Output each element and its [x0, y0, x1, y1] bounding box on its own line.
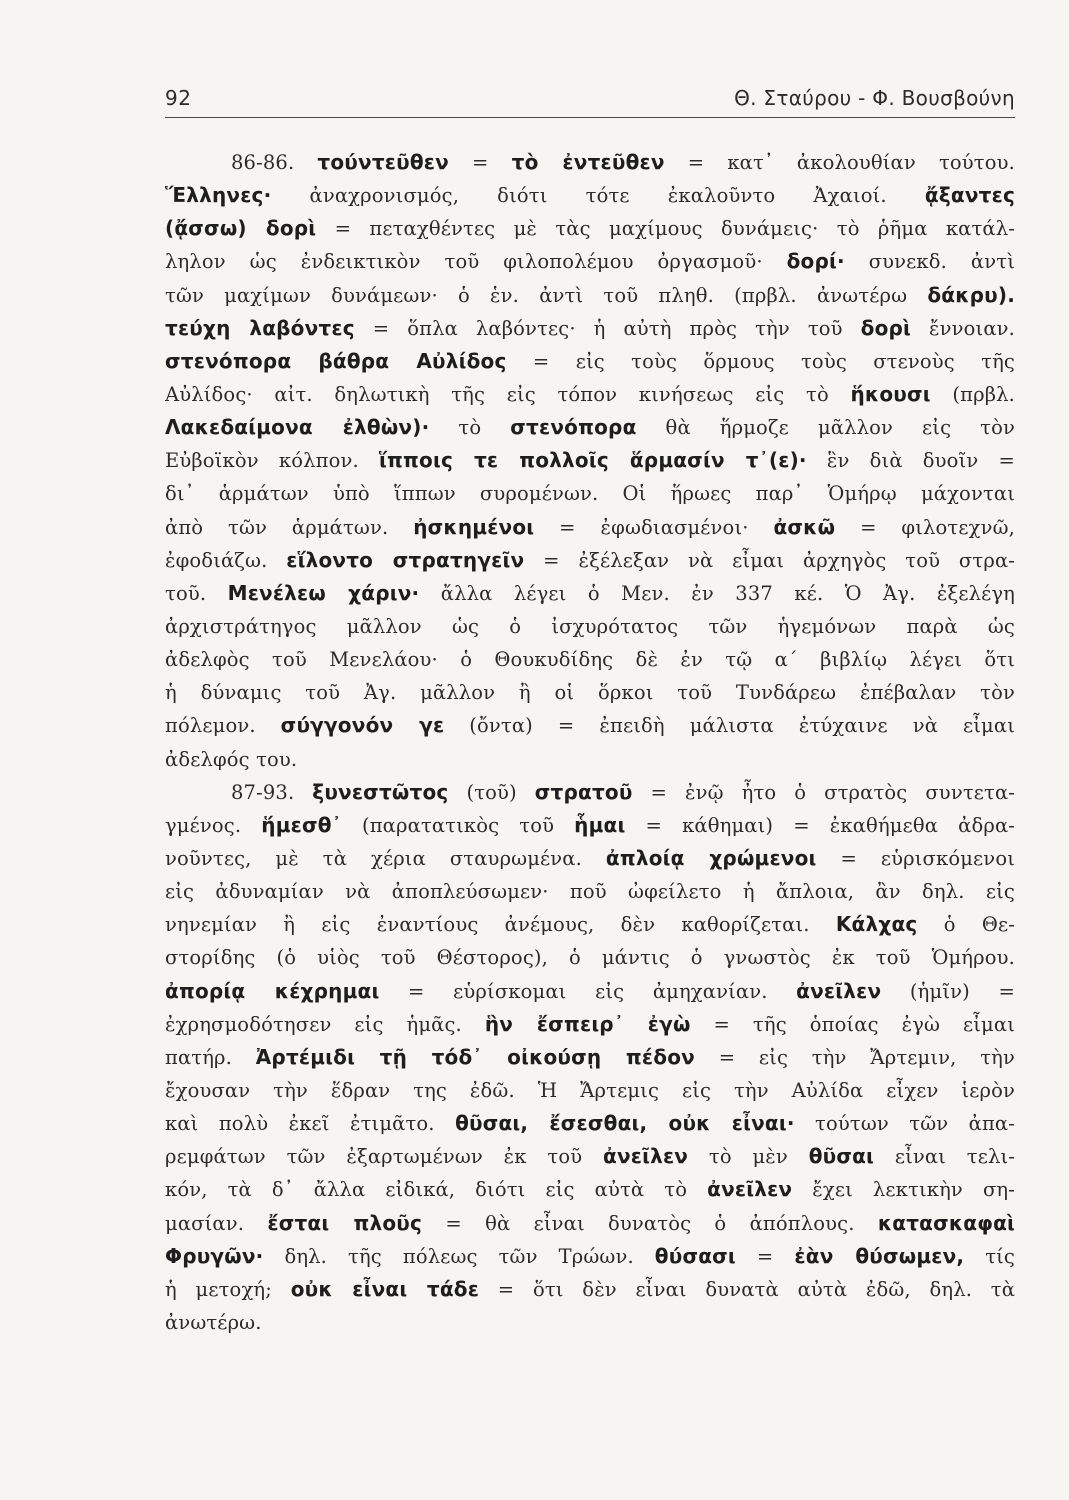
gloss-text: τοῦ. — [165, 581, 228, 605]
gloss-text: ἀρχιστράτηγος μᾶλλον ὡς ὁ ἰσχυρότατος τῶν ἡγεμόνων παρὰ ὡς — [165, 614, 1015, 638]
gloss-text: τίς — [964, 1244, 1015, 1268]
gloss-text: ἔχουσαν τὴν ἕδραν της ἐδῶ. Ἡ Ἄρτεμις εἰς τὴν Αὐλίδα εἶχεν ἱερὸν — [165, 1078, 1015, 1102]
lemma-term: τὸ ἐντεῦθεν — [511, 150, 665, 174]
lemma-term: ἀπλοίᾳ χρώμενοι — [605, 845, 817, 870]
lemma-term: στενόπορα βάθρα Αὐλίδος — [165, 348, 507, 373]
text-line — [165, 676, 1015, 709]
gloss-text: = ὅτι δὲν εἶναι δυνατὰ αὐτὰ ἐδῶ, δηλ. τὰ — [479, 1277, 1015, 1301]
gloss-text: (ἡμῖν) = — [881, 979, 1015, 1003]
lemma-term: εἵλοντο στρατηγεῖν — [286, 547, 525, 572]
gloss-text: ἓν διὰ δυοῖν = — [806, 449, 1015, 473]
gloss-text: ληλον ὡς ἐνδεικτικὸν τοῦ φιλοπολέμου ὀργασμοῦ· — [165, 250, 787, 274]
text-line — [165, 345, 1015, 378]
gloss-text: πόλεμον. — [165, 714, 281, 738]
text-line — [165, 643, 1015, 676]
lemma-term: Ἀρτέμιδι τῇ τόδ᾽ οἰκούσῃ πέδον — [255, 1044, 695, 1069]
text-line — [165, 511, 1015, 544]
gloss-text: 86-86. — [231, 151, 318, 174]
text-line — [165, 411, 1015, 444]
gloss-text: ἀπὸ τῶν ἁρμάτων. — [165, 515, 414, 539]
text-line — [165, 1306, 1015, 1339]
gloss-text: = ὅπλα λαβόντες· ἡ αὐτὴ πρὸς τὴν τοῦ — [354, 316, 861, 340]
page-number: 92 — [165, 86, 192, 110]
text-line — [165, 842, 1015, 875]
text-line — [165, 245, 1015, 278]
gloss-text: τὸ μὲν — [688, 1145, 809, 1169]
gloss-text: τούτων τῶν ἀπα- — [794, 1112, 1015, 1136]
lemma-term: ᾄξαντες — [924, 183, 1015, 208]
lemma-term: τούντεῦθεν — [317, 150, 449, 174]
header-rule — [165, 117, 1015, 118]
gloss-text: κόν, τὰ δ᾽ ἄλλα εἰδικά, διότι εἰς αὐτὰ τὸ — [165, 1178, 708, 1202]
gloss-text: ἔχει λεκτικὴν ση- — [792, 1178, 1015, 1202]
gloss-text: πατήρ. — [165, 1045, 256, 1069]
lemma-term: στρατοῦ — [534, 779, 633, 804]
gloss-text: ἡ δύναμις τοῦ Ἀγ. μᾶλλον ἢ οἱ ὅρκοι τοῦ Τυνδάρεω ἐπέβαλαν τὸν — [165, 681, 1015, 705]
gloss-text: νοῦντες, μὲ τὰ χέρια σταυρωμένα. — [165, 846, 606, 870]
lemma-term: κατασκαφαὶ — [877, 1210, 1015, 1235]
gloss-text: εἰς ἀδυναμίαν νὰ ἀποπλεύσωμεν· ποῦ ὠφείλετο ἡ ἄπλοια, ἂν δηλ. εἰς — [165, 880, 1015, 904]
lemma-term: ἥμεσθ᾽ — [261, 812, 342, 837]
gloss-text: = θὰ εἶναι δυνατὸς ὁ ἀπόπλους. — [422, 1211, 878, 1235]
text-line — [165, 743, 1015, 776]
text-line — [165, 975, 1015, 1008]
lemma-term: θῦσαι, ἔσεσθαι, οὐκ εἶναι· — [455, 1111, 795, 1136]
text-line — [165, 179, 1015, 212]
gloss-text: στορίδης (ὁ υἱὸς τοῦ Θέστορος), ὁ μάντις ὁ γνωστὸς ἐκ τοῦ Ὁμήρου. — [165, 946, 1015, 970]
gloss-text: = εἰς τὴν Ἄρτεμιν, τὴν — [694, 1045, 1015, 1069]
gloss-text: = κατ᾽ ἀκολουθίαν τούτου. — [664, 151, 1015, 174]
gloss-text: = τῆς ὁποίας ἐγὼ εἶμαι — [690, 1012, 1015, 1036]
text-line — [165, 146, 1015, 179]
text-line — [165, 875, 1015, 908]
lemma-term: ἥκουσι — [850, 381, 931, 406]
text-line — [165, 1008, 1015, 1041]
lemma-term: ἧμαι — [574, 812, 626, 837]
gloss-text: (ὄντα) = ἐπειδὴ μάλιστα ἐτύχαινε νὰ εἶμαι — [444, 714, 1015, 738]
running-head: Θ. Σταύρου - Φ. Βουσβούνη — [734, 86, 1015, 110]
text-line — [165, 212, 1015, 245]
lemma-term: ἀνεῖλεν — [707, 1177, 793, 1202]
text-line — [165, 378, 1015, 411]
text-line — [165, 610, 1015, 643]
text-line — [165, 279, 1015, 312]
lemma-term: Μενέλεω χάριν· — [227, 580, 420, 605]
gloss-text: (παρατατικὸς τοῦ — [341, 813, 575, 837]
text-line — [165, 1041, 1015, 1074]
lemma-term: ἀνεῖλεν — [796, 978, 882, 1003]
text-line — [165, 1107, 1015, 1140]
lemma-term: στενόπορα — [510, 415, 637, 440]
lemma-term: Κάλχας — [835, 912, 918, 937]
text-line — [165, 544, 1015, 577]
text-line — [165, 1240, 1015, 1273]
commentary-text — [165, 146, 1015, 1339]
gloss-text: δηλ. τῆς πόλεως τῶν Τρώων. — [263, 1244, 655, 1268]
gloss-text: δι᾽ ἁρμάτων ὑπὸ ἵππων συρομένων. Οἱ ἥρωες παρ᾽ Ὁμήρῳ μάχονται — [165, 482, 1015, 506]
gloss-text: καὶ πολὺ ἐκεῖ ἐτιμᾶτο. — [165, 1112, 456, 1136]
lemma-term: ἀσκῶ — [773, 514, 836, 539]
gloss-text: = ἐνῷ ἦτο ὁ στρατὸς συντετα- — [632, 780, 1015, 804]
gloss-text: = φιλοτεχνῶ, — [835, 515, 1015, 539]
gloss-text: ἐχρησμοδότησεν εἰς ἡμᾶς. — [165, 1012, 485, 1036]
gloss-text: ἀναχρονισμός, διότι τότε ἐκαλοῦντο Ἀχαιοί. — [271, 184, 925, 208]
text-line — [165, 1173, 1015, 1206]
gloss-text: τῶν μαχίμων δυνάμεων· ὁ ἑν. ἀντὶ τοῦ πληθ. (πρβλ. ἀνωτέρω — [165, 283, 928, 307]
gloss-text: ἀδελφὸς τοῦ Μενελάου· ὁ Θουκυδίδης δὲ ἐν τῷ α΄ βιβλίῳ λέγει ὅτι — [165, 648, 1015, 672]
gloss-text: ἀνωτέρω. — [165, 1310, 262, 1334]
gloss-text: Αὐλίδος· αἰτ. δηλωτικὴ τῆς εἰς τόπον κινήσεως εἰς τὸ — [165, 382, 851, 406]
gloss-text: ἐφοδιάζω. — [165, 548, 287, 572]
lemma-term: Ἕλληνες· — [165, 183, 272, 208]
page-header — [165, 84, 1015, 120]
gloss-text: μασίαν. — [165, 1211, 268, 1235]
gloss-text: = — [735, 1244, 795, 1268]
text-line — [165, 776, 1015, 809]
gloss-text: = εὑρίσκομαι εἰς ἀμηχανίαν. — [379, 979, 797, 1003]
gloss-text: = κάθημαι) = ἐκαθήμεθα ἀδρα- — [625, 813, 1015, 837]
lemma-term: ἔσται πλοῦς — [267, 1210, 423, 1235]
gloss-text: Εὐβοϊκὸν κόλπον. — [165, 449, 379, 473]
text-line — [165, 908, 1015, 941]
gloss-text: 87-93. — [231, 780, 313, 804]
text-line — [165, 1273, 1015, 1306]
gloss-text: = ἐξέλεξαν νὰ εἶμαι ἀρχηγὸς τοῦ στρα- — [524, 548, 1015, 572]
lemma-term: ἣν ἔσπειρ᾽ ἐγὼ — [484, 1011, 691, 1036]
lemma-term: δάκρυ). — [927, 282, 1015, 307]
gloss-text: = εὑρισκόμενοι — [816, 846, 1015, 870]
lemma-term: θύσασι — [654, 1243, 736, 1268]
gloss-text: ρεμφάτων τῶν ἐξαρτωμένων ἐκ τοῦ — [165, 1145, 603, 1169]
lemma-term: οὐκ εἶναι τάδε — [290, 1276, 480, 1301]
text-line — [165, 1207, 1015, 1240]
text-line — [165, 444, 1015, 477]
lemma-term: (ᾄσσω) δορὶ — [165, 216, 317, 241]
text-line — [165, 809, 1015, 842]
gloss-text: = — [448, 151, 512, 174]
text-line — [165, 941, 1015, 974]
gloss-text: θὰ ἥρμοζε μᾶλλον εἰς τὸν — [636, 416, 1015, 440]
lemma-term: ἐὰν θύσωμεν, — [794, 1243, 965, 1268]
gloss-text: ἡ μετοχή; — [165, 1277, 291, 1301]
lemma-term: θῦσαι — [808, 1144, 875, 1169]
lemma-term: ξυνεστῶτος — [312, 779, 449, 804]
gloss-text: τὸ — [429, 416, 511, 440]
text-line — [165, 477, 1015, 510]
lemma-term: Φρυγῶν· — [165, 1243, 264, 1268]
gloss-text: νηνεμίαν ἢ εἰς ἐναντίους ἀνέμους, δὲν καθορίζεται. — [165, 913, 836, 937]
gloss-text: γμένος. — [165, 813, 262, 837]
gloss-text: = πεταχθέντες μὲ τὰς μαχίμους δυνάμεις· τὸ ῥῆμα κατάλ- — [316, 217, 1015, 241]
gloss-text: (πρβλ. — [930, 382, 1015, 406]
text-line — [165, 1074, 1015, 1107]
gloss-text: = ἐφωδιασμένοι· — [534, 515, 774, 539]
gloss-text: εἶναι τελι- — [874, 1145, 1015, 1169]
text-line — [165, 577, 1015, 610]
lemma-term: ἀνεῖλεν — [603, 1144, 689, 1169]
lemma-term: τεύχη λαβόντες — [165, 315, 355, 340]
gloss-text: ὁ Θε- — [917, 913, 1015, 937]
gloss-text: ἀδελφός του. — [165, 747, 298, 771]
lemma-term: δορὶ — [860, 315, 912, 340]
text-line — [165, 312, 1015, 345]
lemma-term: ἠσκημένοι — [413, 514, 535, 539]
text-line — [165, 1140, 1015, 1173]
gloss-text: = εἰς τοὺς ὅρμους τοὺς στενοὺς τῆς — [506, 349, 1015, 373]
gloss-text: συνεκδ. ἀντὶ — [844, 250, 1015, 274]
gloss-text: ἔννοιαν. — [911, 316, 1015, 340]
text-line — [165, 709, 1015, 742]
lemma-term: ἀπορίᾳ κέχρημαι — [165, 978, 380, 1003]
gloss-text: (τοῦ) — [448, 780, 535, 804]
gloss-text: ἄλλα λέγει ὁ Μεν. ἐν 337 κέ. Ὁ Ἀγ. ἐξελέγη — [419, 581, 1015, 605]
lemma-term: Λακεδαίμονα ἐλθὼν)· — [165, 415, 430, 440]
lemma-term: ἵπποις τε πολλοῖς ἅρμασίν τ᾽(ε)· — [378, 448, 807, 473]
lemma-term: δορί· — [786, 249, 845, 274]
lemma-term: σύγγονόν γε — [280, 713, 445, 738]
